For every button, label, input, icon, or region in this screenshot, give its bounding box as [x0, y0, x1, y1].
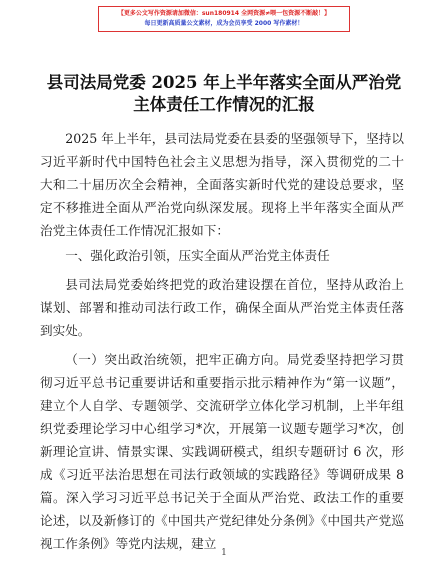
- subsection-paragraph-1: （一）突出政治统领，把牢正确方向。局党委坚持把学习贯彻习近平总书记重要讲话和重要指示批示精神作为“第一议题”，建立个人自学、专题领学、交流研学立体化学习机制，上半年组织党委理论学习中心组学习*次，开展第一议题专题学习*次，创新理论宣讲、情景实课、实践调研模式，组织专题研讨 6 次，形成《习近平法治思想在司法行政领域的实践路径》等调研成果 8 篇。深入学习习近平总书记关于全面从严治党、政法工作的重要论述，以及新修订的《中国共产党纪律处分条例》《中国共产党巡视工作条例》等党内法规，建立: [40, 352, 404, 551]
- intro-paragraph: 2025 年上半年，县司法局党委在县委的坚强领导下，坚持以习近平新时代中国特色社会主义思想为指导，深入贯彻党的二十大和二十届历次全会精神，全面落实新时代党的建设总要求，坚定不移推进全面从严治党向纵深发展。现将上半年落实全面从严治党主体责任工作情况汇报如下：: [40, 131, 404, 238]
- document-title-line2: 主体责任工作情况的汇报: [133, 95, 315, 114]
- promo-banner-line1: 【更多公文写作资源请加微信：sun180914 全网资源≠喂一包资源不断敲！】: [117, 10, 331, 17]
- document-title-line1: 县司法局党委 2025 年上半年落实全面从严治党: [46, 73, 402, 92]
- section-paragraph-1: 县司法局党委始终把党的政治建设摆在首位，坚持从政治上谋划、部署和推动司法行政工作，确保全面从严治党主体责任落到实处。: [40, 277, 404, 338]
- document-body: [40, 127, 404, 555]
- promo-banner: [98, 6, 350, 32]
- promo-banner-line2: 每日更新高质量公文素材，成为会员享受 2000 写作素材！: [144, 20, 304, 27]
- page-number: 1: [221, 548, 227, 558]
- section-heading-1: 一、强化政治引领，压实全面从严治党主体责任: [65, 248, 330, 263]
